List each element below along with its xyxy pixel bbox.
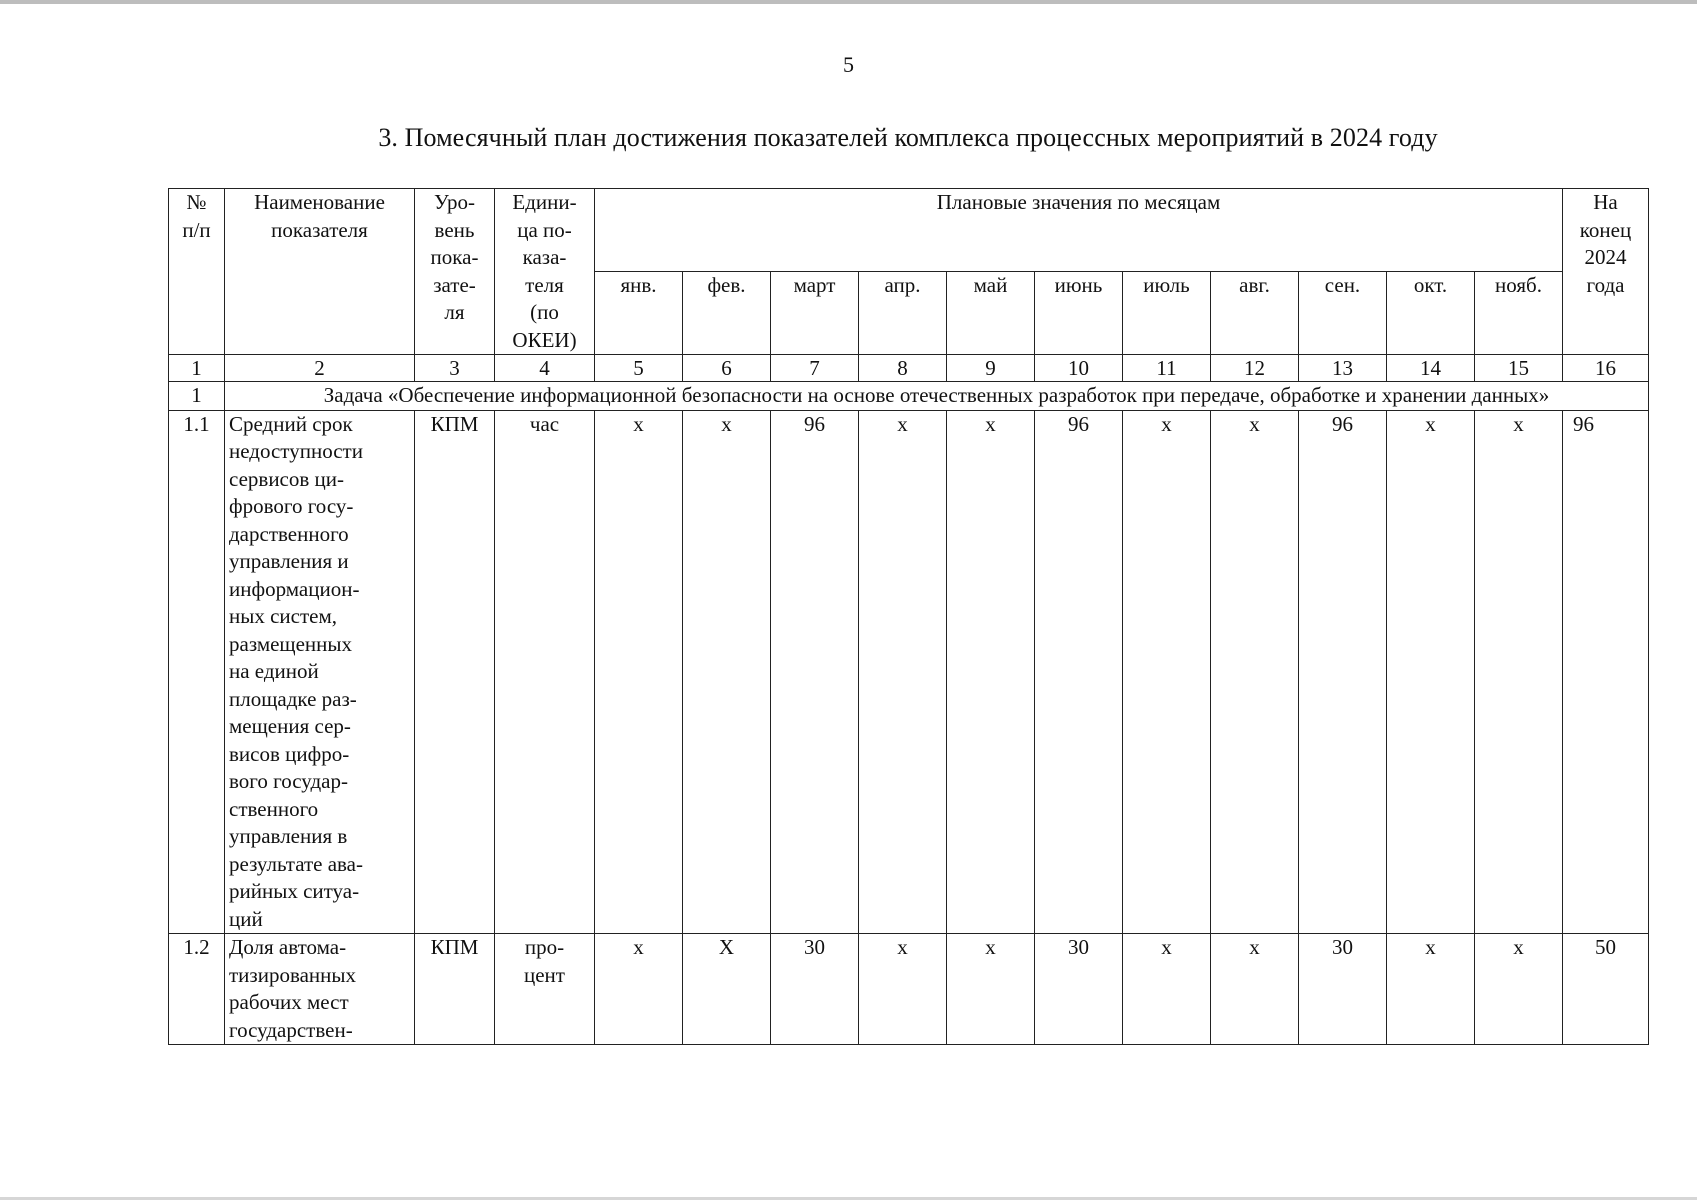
header-month-feb: фев. (683, 272, 771, 355)
column-number: 8 (859, 355, 947, 382)
page-number: 5 (843, 52, 854, 77)
month-value: x (1123, 934, 1211, 1045)
month-value: x (683, 410, 771, 934)
header-month-aug: авг. (1211, 272, 1299, 355)
column-number: 11 (1123, 355, 1211, 382)
month-value: x (1475, 410, 1563, 934)
header-num: № п/п (169, 189, 225, 355)
column-number-row (169, 355, 1649, 382)
year-end-value: 50 (1563, 934, 1649, 1045)
table-row (169, 410, 1649, 934)
header-monthly-group: Плановые значения по месяцам (595, 189, 1563, 272)
month-value: 30 (1299, 934, 1387, 1045)
column-number: 3 (415, 355, 495, 382)
task-row (169, 382, 1649, 411)
indicator-unit: час (495, 410, 595, 934)
indicator-name: Доля автома- тизированных рабочих мест государствен- (225, 934, 415, 1045)
column-number: 4 (495, 355, 595, 382)
month-value: x (859, 410, 947, 934)
column-number: 14 (1387, 355, 1475, 382)
header-unit: Едини- ца по- каза- теля (по ОКЕИ) (495, 189, 595, 355)
task-text: Задача «Обеспечение информационной безопасности на основе отечественных разработок при передаче, обработке и хранении данных» (225, 382, 1649, 411)
monthly-plan-table (168, 188, 1649, 1045)
month-value: X (683, 934, 771, 1045)
month-value: x (595, 410, 683, 934)
document-title: 3. Помесячный план достижения показателей комплекса процессных мероприятий в 2024 году (378, 123, 1438, 152)
column-number: 5 (595, 355, 683, 382)
month-value: x (859, 934, 947, 1045)
month-value: x (595, 934, 683, 1045)
column-number: 12 (1211, 355, 1299, 382)
column-number: 16 (1563, 355, 1649, 382)
row-number: 1.1 (169, 410, 225, 934)
indicator-name: Средний срок недоступности сервисов ци- фрового госу- дарственного управления и информацион- ных систем, размещенных на единой площадке раз- мещения сер- висов цифро- вого государ- ственного управления в результате ава- рийных ситуа- ций (225, 410, 415, 934)
column-number: 9 (947, 355, 1035, 382)
header-month-jun: июнь (1035, 272, 1123, 355)
month-value: x (1475, 934, 1563, 1045)
month-value: x (947, 410, 1035, 934)
column-number: 13 (1299, 355, 1387, 382)
task-number: 1 (169, 382, 225, 411)
scan-edge-top (0, 0, 1697, 4)
header-indicator-name: Наименование показателя (225, 189, 415, 355)
column-number: 1 (169, 355, 225, 382)
month-value: 96 (771, 410, 859, 934)
column-number: 10 (1035, 355, 1123, 382)
header-month-sep: сен. (1299, 272, 1387, 355)
header-month-apr: апр. (859, 272, 947, 355)
header-month-mar: март (771, 272, 859, 355)
month-value: 96 (1299, 410, 1387, 934)
month-value: x (1387, 934, 1475, 1045)
table-header (169, 189, 1649, 355)
column-number: 2 (225, 355, 415, 382)
month-value: x (947, 934, 1035, 1045)
header-month-jan: янв. (595, 272, 683, 355)
row-number: 1.2 (169, 934, 225, 1045)
header-month-oct: окт. (1387, 272, 1475, 355)
header-month-nov: нояб. (1475, 272, 1563, 355)
indicator-level: КПМ (415, 410, 495, 934)
indicator-unit: про- цент (495, 934, 595, 1045)
table-row (169, 934, 1649, 1045)
year-end-value: 96 (1563, 410, 1649, 934)
column-number: 7 (771, 355, 859, 382)
column-number: 6 (683, 355, 771, 382)
header-month-jul: июль (1123, 272, 1211, 355)
header-indicator-level: Уро- вень пока- зате- ля (415, 189, 495, 355)
indicator-level: КПМ (415, 934, 495, 1045)
month-value: 30 (1035, 934, 1123, 1045)
month-value: x (1211, 934, 1299, 1045)
month-value: x (1123, 410, 1211, 934)
header-year-end: На конец 2024 года (1563, 189, 1649, 355)
header-month-may: май (947, 272, 1035, 355)
month-value: 30 (771, 934, 859, 1045)
month-value: 96 (1035, 410, 1123, 934)
month-value: x (1211, 410, 1299, 934)
column-number: 15 (1475, 355, 1563, 382)
month-value: x (1387, 410, 1475, 934)
